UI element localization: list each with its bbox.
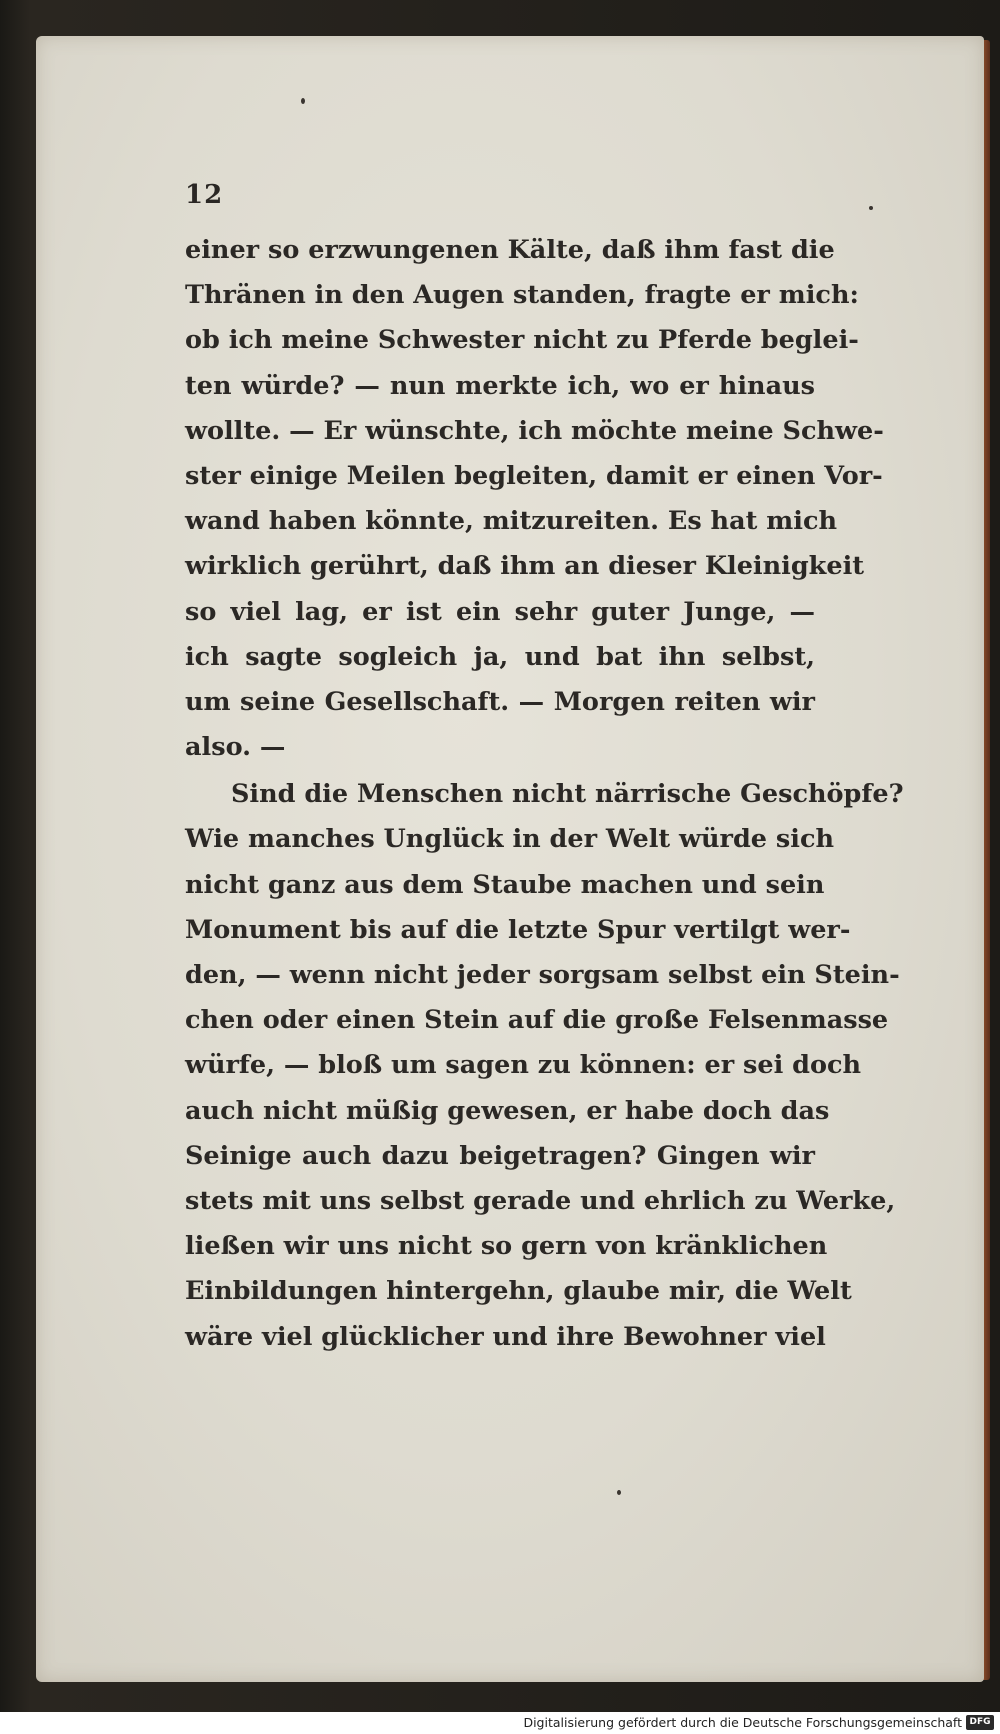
text-line: wirklich gerührt, daß ihm an dieser Kleinigkeit [185,551,865,582]
text-line: den, — wenn nicht jeder sorgsam selbst ein Stein- [185,960,900,990]
body-text [185,228,904,1360]
text-line: also. — [185,732,286,763]
paragraph [185,228,884,770]
text-line: ob ich meine Schwester nicht zu Pferde beglei- [185,325,859,356]
text-line: auch nicht müßig gewesen, er habe doch das [185,1095,830,1126]
text-line: Wie manches Unglück in der Welt würde sich [185,824,835,855]
text-line: wäre viel glücklicher und ihre Bewohner viel [185,1321,826,1352]
ink-speck [617,1490,621,1495]
footer-bar [0,1712,1000,1734]
text-line: stets mit uns selbst gerade und ehrlich zu Werke, [185,1185,896,1216]
text-line: Thränen in den Augen standen, fragte er mich: [185,280,859,311]
text-line: würfe, — bloß um sagen zu können: er sei doch [185,1050,862,1081]
text-line: wollte. — Er wünschte, ich möchte meine Schwe- [185,415,884,446]
text-line: so viel lag, er ist ein sehr guter Junge, — [185,596,815,627]
text-line: chen oder einen Stein auf die große Felsenmasse [185,1005,889,1036]
text-line: Monument bis auf die letzte Spur vertilgt wer- [185,914,851,945]
text-line: Einbildungen hintergehn, glaube mir, die Welt [185,1276,852,1307]
text-line: ster einige Meilen begleiten, damit er einen Vor- [185,460,883,491]
text-line: ten würde? — nun merkte ich, wo er hinaus [185,370,815,401]
ink-speck [869,206,873,210]
text-line: um seine Gesellschaft. — Morgen reiten wir [185,686,815,717]
text-line: ließen wir uns nicht so gern von kränklichen [185,1231,828,1262]
text-line: ich sagte sogleich ja, und bat ihn selbst, [185,641,815,672]
paragraph [185,772,904,1359]
ink-speck [301,98,305,104]
page-number: 12 [185,180,224,210]
text-line: Sind die Menschen nicht närrische Geschöpfe? [231,779,904,810]
text-line: einer so erzwungenen Kälte, daß ihm fast die [185,235,835,265]
text-line: wand haben könnte, mitzureiten. Es hat mich [185,506,838,537]
text-line: Seinige auch dazu beigetragen? Gingen wir [185,1140,815,1171]
text-line: nicht ganz aus dem Staube machen und sein [185,869,825,900]
dfg-logo: DFG [966,1715,994,1730]
funding-credit: Digitalisierung gefördert durch die Deutsche Forschungsgemeinschaft [523,1715,962,1730]
